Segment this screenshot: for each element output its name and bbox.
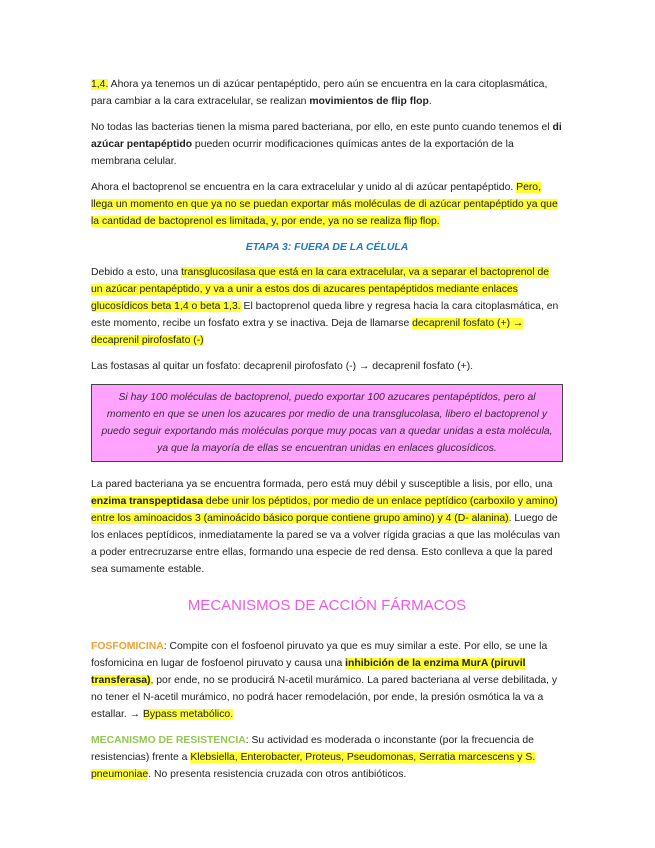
paragraph-fostasas: Las fostasas al quitar un fosfato: decaprenil pirofosfato (-) → decaprenil fosfato (+). (91, 361, 474, 372)
paragraph-text: No todas las bacterias tienen la misma pared bacteriana, por ello, en este punto cuando tenemos el (91, 122, 553, 133)
paragraph-bactoprenol (91, 179, 563, 230)
highlighted-bold-term: inhibición de la enzima MurA (piruvil transferasa) (91, 658, 526, 686)
paragraph-resistencia (91, 732, 563, 783)
paragraph-text: pueden ocurrir modificaciones químicas antes de la exportación de la membrana celular. (91, 139, 514, 167)
section-heading-mecanismos: MECANISMOS DE ACCIÓN FÁRMACOS (187, 597, 467, 614)
bold-term: enzima transpeptidasa (91, 496, 204, 507)
paragraph-text: La pared bacteriana ya se encuentra formada, pero está muy débil y susceptible a lisis, por ello, una (91, 479, 553, 490)
paragraph-text: Debido a esto, una (91, 267, 182, 278)
paragraph-flip-flop (91, 76, 563, 110)
label-mecanismo-resistencia: MECANISMO DE RESISTENCIA (91, 735, 246, 746)
paragraph-text: Ahora ya tenemos un di azúcar pentapéptido, pero aún se encuentra en la cara citoplasmática, para cambiar a la cara extracelular, se realizan (91, 79, 548, 107)
callout-box: Si hay 100 moléculas de bactoprenol, puedo exportar 100 azucares pentapéptidos, pero al momento en que se unen los azucares por medio de una transglucolasa, libero el bactoprenol y puedo seguir exportando más moléculas porque muy pocas van a quedar unidas a esta molécula, ya que la mayoría de ellas se encuentran unidas en enlaces glucosídicos. (91, 384, 563, 462)
paragraph-text: . Luego de los enlaces peptídicos, inmediatamente la pared se va a volver rígida gracias a que las moléculas van a poder entrecruzarse entre ellas, formando una especie de red densa. Esto conlleva a que la pared sea sumamente estable. (91, 513, 560, 575)
paragraph-text: : (163, 641, 170, 652)
paragraph-modifications (91, 119, 563, 170)
highlighted-text: Pero, llega un momento en que ya no se puedan exportar más moléculas de di azúcar pentapéptido ya que la cantidad de bactoprenol es limitada, y, por ende, ya no se realiza flip flop. (91, 182, 558, 227)
highlighted-text: Bypass metabólico. (142, 709, 234, 720)
document-content (91, 76, 563, 792)
paragraph-text: Compite con el fosfoenol piruvato ya que es muy similar a este. Por ello, se une la fosfomicina en lugar de fosfoenol piruvato y causa una (91, 641, 548, 669)
highlight-number: 1,4. (91, 79, 109, 90)
highlighted-text: debe unir los péptidos, por medio de un enlace peptídico (carboxilo y amino) entre los aminoacidos 3 (aminoácido básico porque contiene grupo amino) y 4 (D- alanina) (91, 496, 558, 524)
label-fosfomicina: FOSFOMICINA (91, 641, 164, 652)
highlighted-text (91, 496, 558, 524)
highlighted-text: Klebsiella, Enterobacter, Proteus, Pseudomonas, Serratia marcescens y S. pneumoniae (91, 752, 536, 780)
highlighted-text: transglucosilasa que está en la cara extracelular, va a separar el bactoprenol de un azúcar pentapéptido, y va a unir a estos dos di azucares pentapéptidos mediante enlaces glucosídicos beta 1,4 o beta 1,3. (91, 267, 550, 312)
paragraph-text: . (428, 96, 432, 107)
paragraph-transpeptidasa (91, 476, 563, 578)
paragraph-fosfomicina (91, 638, 563, 723)
section-heading-etapa-3: ETAPA 3: FUERA DE LA CÉLULA (245, 242, 409, 253)
paragraph-text: . No presenta resistencia cruzada con otros antibióticos. (148, 769, 407, 780)
paragraph-text: Ahora el bactoprenol se encuentra en la cara extracelular y unido al di azúcar pentapéptido. (91, 182, 517, 193)
paragraph-text: : (245, 735, 252, 746)
bold-term: movimientos de flip flop (309, 96, 429, 107)
paragraph-transglucosilasa (91, 264, 563, 349)
paragraph-text: , por ende, no se producirá N-acetil murámico. La pared bacteriana al verse debilitada, y no tener el N-acetil murámico, no podrá hacer remodelación, por ende, la presión osmótica la va a estallar. → (91, 675, 558, 720)
paragraph-text: Su actividad es moderada o inconstante (por la frecuencia de resistencias) frente a (91, 735, 534, 763)
bold-term: di azúcar pentapéptido (91, 122, 562, 150)
paragraph-text: El bactoprenol queda libre y regresa hacia la cara citoplasmática, en este momento, recibe un fosfato extra y se inactiva. Deja de llamarse (91, 301, 559, 329)
highlighted-text: decaprenil fosfato (+) → decaprenil pirofosfato (-) (91, 318, 524, 346)
